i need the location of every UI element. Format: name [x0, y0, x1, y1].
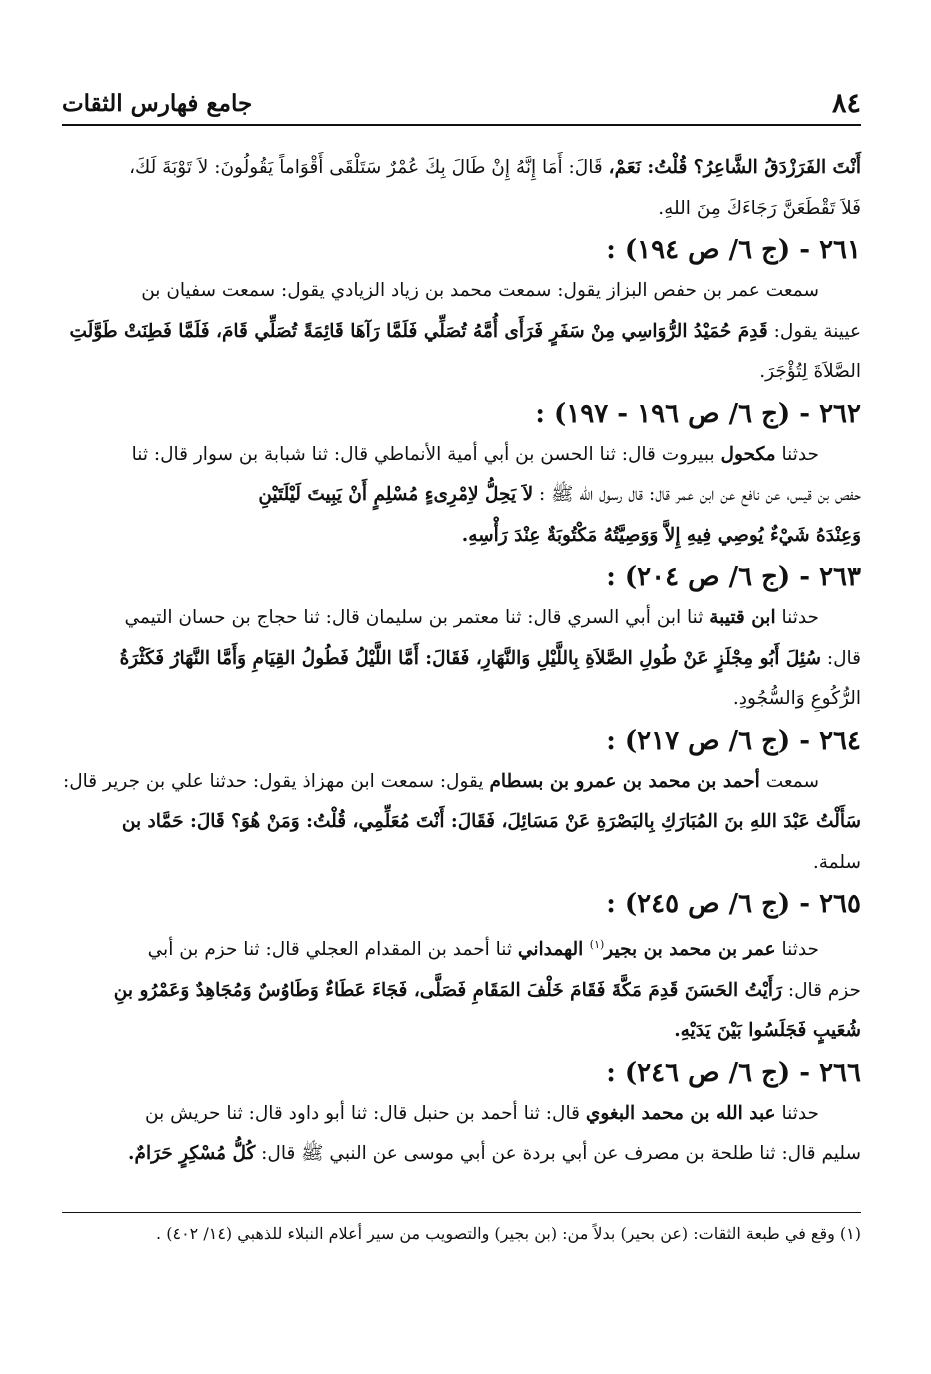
entry-263	[62, 556, 861, 720]
quote-text: سَأَلْتُ عَبْدَ اللهِ بنَ المُبَارَكِ بِالبَصْرَةِ عَنْ مَسَائِلَ، فَقَالَ: أَنْتَ مُعَلِّمِي، قُلْتُ: وَمَنْ هُوَ؟ قَالَ: حَمَّاد بن	[121, 811, 861, 832]
quote-text: شُعَيبٍ فَجَلَسُوا بَيْنَ يَدَيْهِ.	[674, 1020, 861, 1042]
entry-text-span: ببيروت قال: ثنا الحسن بن أبي أمية الأنماطي قال: ثنا شبابة بن سوار قال: ثنا	[131, 443, 721, 465]
entry-text-span: عيينة يقول:	[767, 320, 861, 342]
footnote-divider	[62, 1212, 861, 1213]
entry-text	[62, 971, 861, 1012]
entry-text-span: حدثنا	[775, 443, 819, 465]
entry-264	[62, 720, 861, 884]
narrator-name: عمر بن محمد بن بجير	[604, 939, 776, 961]
entry-text-span: حدثنا	[775, 607, 819, 628]
quote-text: كُلُّ مُسْكِرٍ حَرَامٌ.	[128, 1143, 256, 1165]
entry-265	[62, 883, 861, 1052]
narrator-name: أحمد بن محمد بن عمرو بن بسطام	[489, 770, 760, 792]
entry-text	[62, 1094, 861, 1135]
running-title: جامع فهارس الثقات	[62, 90, 253, 117]
continuation-text: قَالَ: أَمَا إِنَّهُ إِنْ طَالَ بِكَ عُمْرٌ سَتَلْقَى أَقْوَاماً يَقُولُونَ: لاَ تَوْبَةَ لَكَ،	[129, 157, 609, 178]
entry-heading: ٢٦١ - (ج ٦/ ص ١٩٤) :	[606, 235, 861, 265]
footnote: (١) وقع في طبعة الثقات: (عن بحير) بدلاً من: (بن بجير) والتصويب من سير أعلام النبلاء للذهبي (١٤/ ٤٠٢) .	[156, 1224, 861, 1243]
entry-text	[62, 925, 861, 971]
entry-266	[62, 1052, 861, 1175]
entry-text	[62, 475, 861, 516]
entry-text	[62, 312, 861, 353]
entry-text: الصَّلاَةَ لِتُؤْجَرَ.	[759, 361, 861, 382]
quote-text: وَعِنْدَهُ شَيْءٌ يُوصِي فِيهِ إِلاَّ وَوَصِيَّتُهُ مَكْتُوبَةٌ عِنْدَ رَأْسِهِ.	[461, 524, 861, 546]
entry-text-span: يقول: سمعت ابن مهزاذ يقول: حدثنا علي بن جرير قال:	[63, 770, 490, 792]
entry-heading: ٢٦٢ - (ج ٦/ ص ١٩٦ - ١٩٧) :	[535, 398, 861, 429]
narrator-name: عبد الله بن محمد البغوي	[585, 1102, 776, 1124]
entry-text: سمعت عمر بن حفص البزاز يقول: سمعت محمد بن زياد الزيادي يقول: سمعت سفيان بن	[141, 280, 819, 301]
footnote-ref[interactable]: (١)	[589, 938, 605, 951]
entry-heading: ٢٦٤ - (ج ٦/ ص ٢١٧) :	[606, 725, 861, 756]
entry-text-span: ثنا أحمد بن المقدام العجلي قال: ثنا حزم بن أبي	[147, 939, 518, 961]
entry-text-span: حدثنا	[775, 939, 819, 961]
entry-heading: ٢٦٣ - (ج ٦/ ص ٢٠٤) :	[606, 562, 861, 592]
continuation-bold: أَنْتَ الفَرَزْدَقُ الشَّاعِرُ؟ قُلْتُ: نَعَمْ،	[608, 157, 861, 178]
narrator-name: ابن قتيبة	[709, 607, 776, 628]
entry-text-span: حزم قال:	[781, 979, 861, 1001]
continuation-line-2: فَلاَ تَقْطَعَنَّ رَجَاءَكَ مِنَ اللهِ.	[658, 197, 861, 219]
entry-text-span: قال: ثنا أحمد بن حنبل قال: ثنا أبو داود قال: ثنا حريش بن	[145, 1102, 586, 1124]
quote-text: لاَ يَحِلُّ لاِمْرِىءٍ مُسْلِمٍ أَنْ يَبِيتَ لَيْلَتَيْنِ	[258, 484, 534, 505]
running-header	[62, 86, 861, 126]
quote-text: رَأَيْتُ الحَسَنَ قَدِمَ مَكَّةَ فَقَامَ خَلْفَ المَقَامِ فَصَلَّى، فَجَاءَ عَطَاءٌ وَطَاوُسٌ وَمُجَاهِدٌ وَعَمْرُو بنِ	[113, 979, 782, 1001]
entry-heading: ٢٦٦ - (ج ٦/ ص ٢٤٦) :	[606, 1057, 861, 1088]
narrator-name: مكحول	[720, 443, 776, 465]
entry-text: الرُّكُوعِ وَالسُّجُودِ.	[732, 688, 861, 709]
entry-text	[62, 639, 861, 680]
entry-261	[62, 229, 861, 393]
entry-text-span: حدثنا	[775, 1102, 819, 1124]
entry-heading: ٢٦٥ - (ج ٦/ ص ٢٤٥) :	[606, 889, 861, 919]
entry-text: سلمة.	[812, 851, 861, 873]
entry-text	[62, 598, 861, 639]
entry-text	[62, 1134, 861, 1175]
entry-text-span: ثنا ابن أبي السري قال: ثنا معتمر بن سليمان قال: ثنا حجاج بن حسان التيمي	[124, 607, 710, 628]
continuation-line	[62, 148, 861, 189]
entry-text-span: قال:	[820, 647, 861, 669]
entry-text-span: حفص بن قيس، عن نافع عن ابن عمر قال: قال رسول الله ﷺ :	[533, 484, 861, 505]
entry-text	[62, 762, 861, 803]
narrator-nisba: الهمداني	[517, 939, 590, 961]
entry-text-span: سليم قال: ثنا طلحة بن مصرف عن أبي بردة عن أبي موسى عن النبي ﷺ قال:	[255, 1143, 861, 1165]
entry-text-span: سمعت	[759, 770, 819, 792]
quote-text: سُئِلَ أَبُو مِجْلَزٍ عَنْ طُولِ الصَّلاَةِ بِاللَّيْلِ وَالنَّهَارِ، فَقَالَ: أَمَّا اللَّيْلُ فَطُولُ القِيَامِ وَأَمَّا النَّهَارُ فَكَثْرَةُ	[119, 647, 821, 669]
quote-text: قَدِمَ حُمَيْدُ الرُّوَاسِي مِنْ سَفَرٍ فَرَأَى أُمَّهُ تُصَلِّي فَلَمَّا رَآهَا قَائِمَةً تُصَلِّي قَامَ، فَلَمَّا فَطِنَتْ طَوَّلَتِ	[69, 320, 768, 342]
entry-text	[62, 435, 861, 476]
page-number: ٨٤	[831, 88, 861, 119]
page-body	[62, 148, 861, 1175]
entry-262	[62, 393, 861, 557]
